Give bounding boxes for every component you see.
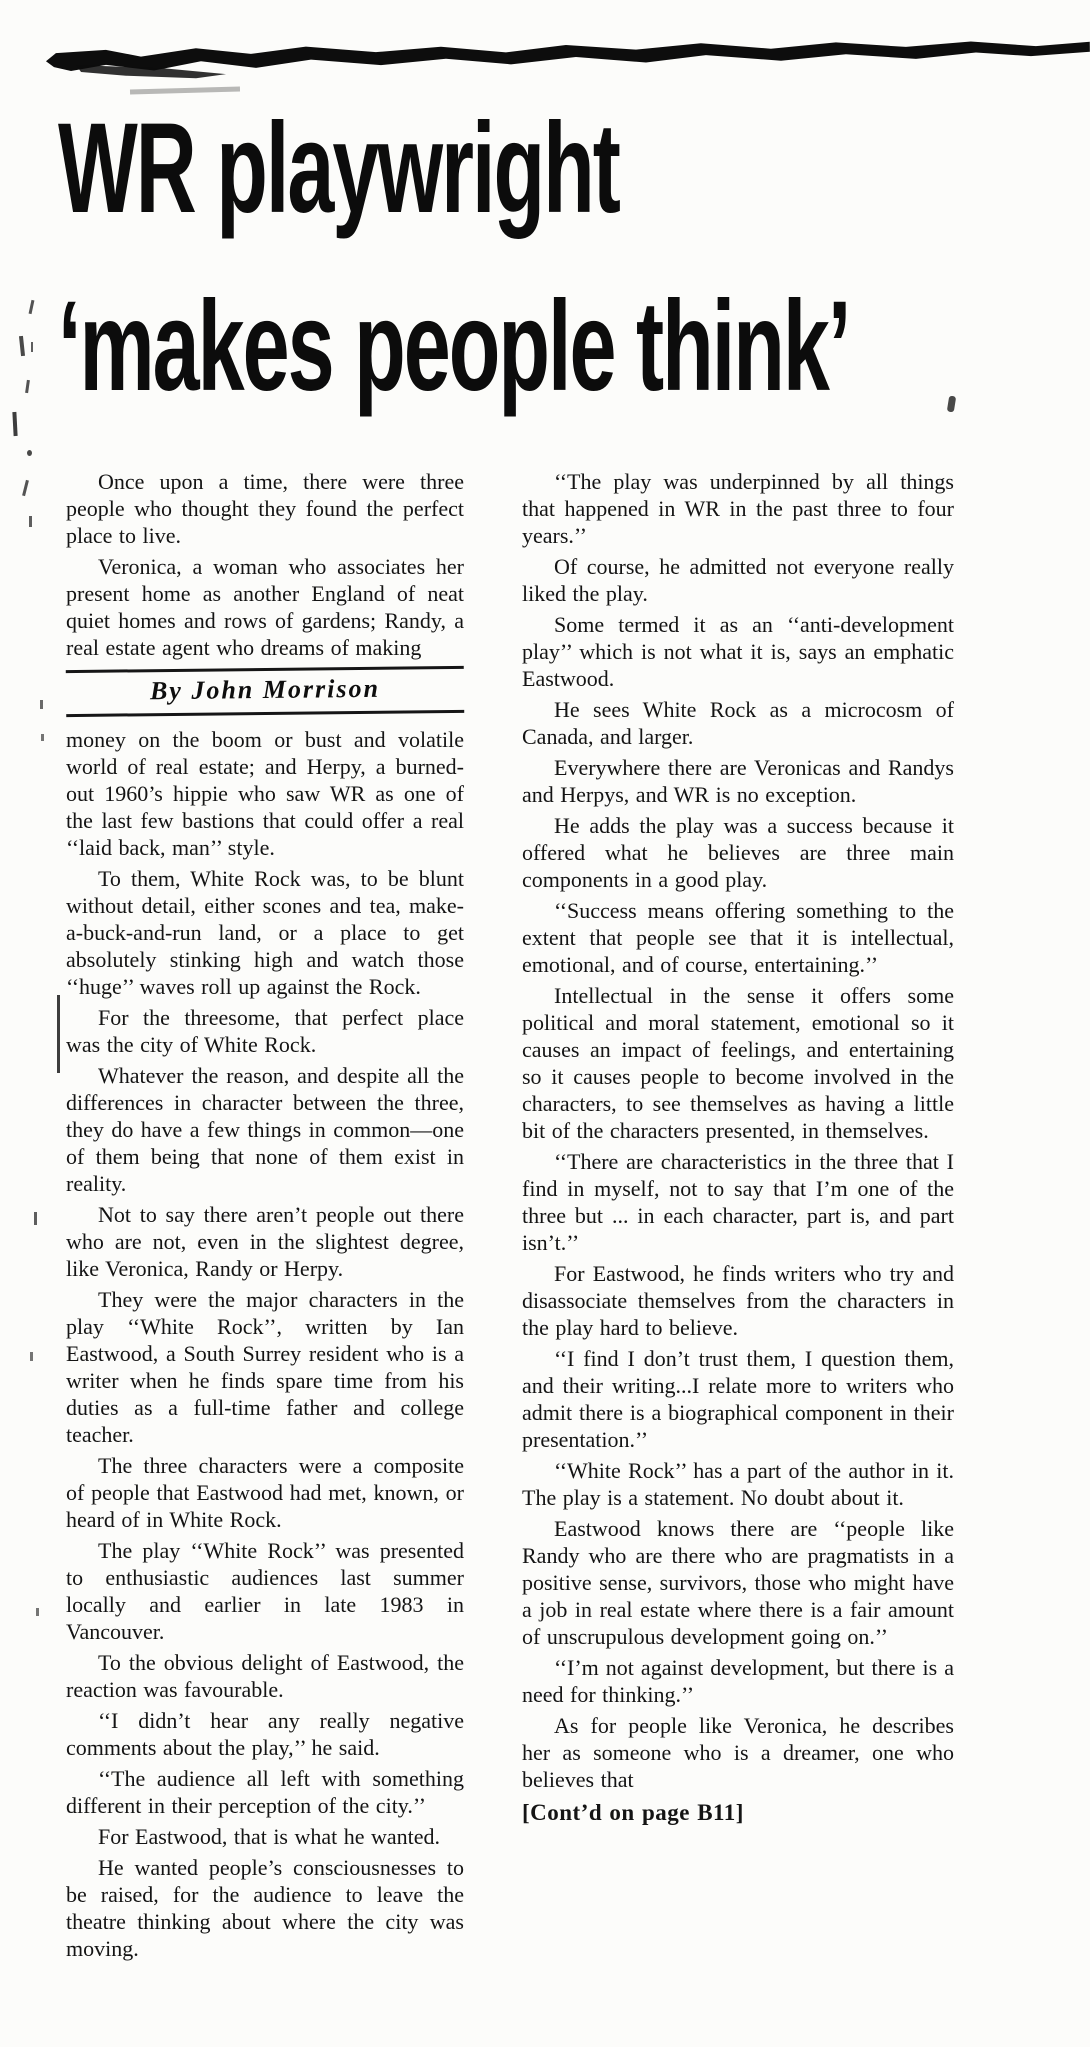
left-column [66,468,464,1966]
article-paragraph: They were the major characters in the play ‘‘White Rock’’, written by Ian Eastwood, a South Surrey resident who is a writer when he finds spare time from his duties as a full-time father and college teacher. [66,1287,464,1447]
article-paragraph: To them, White Rock was, to be blunt without detail, either scones and tea, make-a-buck-and-run land, or a place to get absolutely stinking high and watch those ‘‘huge’’ waves roll up against the Rock. [66,866,464,999]
article-paragraph: ‘‘The play was underpinned by all things that happened in WR in the past three to four years.’’ [522,469,954,548]
headline-line-2: ‘makes people think’ [58,275,850,418]
scan-artifact [57,995,60,1073]
article-paragraph: He wanted people’s consciousnesses to be raised, for the audience to leave the theatre thinking about where the city was moving. [66,1855,464,1961]
article-paragraph: He sees White Rock as a microcosm of Canada, and larger. [522,697,954,749]
article-paragraph: Intellectual in the sense it offers some political and moral statement, emotional so it causes an impact of feelings, and entertaining so it causes people to become involved in the characters, to see themselves as having a little bit of the characters presented, in themselves. [522,983,954,1143]
article-paragraph: ‘‘White Rock’’ has a part of the author in it. The play is a statement. No doubt about it. [522,1458,954,1510]
article-paragraph: For the threesome, that perfect place was the city of White Rock. [66,1005,464,1057]
scan-artifact [25,380,30,393]
article-paragraph: The three characters were a composite of people that Eastwood had met, known, or heard of in White Rock. [66,1453,464,1532]
article-paragraph: For Eastwood, he finds writers who try and disassociate themselves from the characters in the play hard to believe. [522,1261,954,1340]
scan-artifact [29,516,32,527]
scan-artifact [41,734,44,741]
scan-artifact [31,342,33,352]
article-paragraph: ‘‘I didn’t hear any really negative comments about the play,’’ he said. [66,1708,464,1760]
headline-line-1: WR playwright [58,97,619,240]
continuation-notice: [Cont’d on page B11] [522,1800,744,1825]
article-paragraph: Veronica, a woman who associates her present home as another England of neat quiet homes and rows of gardens; Randy, a real estate agent who dreams of making [66,554,464,660]
article-paragraph: ‘‘Success means offering something to the extent that people see that it is intellectual, emotional, and of course, entertaining.’’ [522,898,954,977]
scan-artifact [27,450,32,456]
scan-artifact [30,1352,33,1361]
scan-artifact [36,1608,39,1616]
article-paragraph: ‘‘I’m not against development, but there is a need for thinking.’’ [522,1655,954,1707]
article-paragraph: Everywhere there are Veronicas and Randys and Herpys, and WR is no exception. [522,755,954,807]
article-paragraph: Some termed it as an ‘‘anti-development play’’ which is not what it is, says an emphatic Eastwood. [522,612,954,691]
scan-artifact [12,412,17,436]
article-paragraph: To the obvious delight of Eastwood, the reaction was favourable. [66,1650,464,1702]
article-paragraph: Once upon a time, there were three people who thought they found the perfect place to live. [66,469,464,548]
article-paragraph: He adds the play was a success because it offered what he believes are three main components in a good play. [522,813,954,892]
right-column [522,468,954,1966]
scan-artifact [22,480,29,496]
article-paragraph: Whatever the reason, and despite all the differences in character between the three, they do have a few things in common—one of them being that none of them exist in reality. [66,1063,464,1196]
scan-artifact [34,1212,37,1225]
article-paragraph: Of course, he admitted not everyone really liked the play. [522,554,954,606]
article-body [66,468,954,1966]
article-paragraph: money on the boom or bust and volatile world of real estate; and Herpy, a burned-out 1960’s hippie who saw WR as one of the last few bastions that could offer a real ‘‘laid back, man’’ style. [66,727,464,860]
article-paragraph: For Eastwood, that is what he wanted. [98,1824,441,1849]
article-paragraph: ‘‘I find I don’t trust them, I question them, and their writing...I relate more to writers who admit there is a biographical component in their presentation.’’ [522,1346,954,1452]
article-paragraph: As for people like Veronica, he describes her as someone who is a dreamer, one who believes that [522,1713,954,1792]
scan-artifact [19,336,25,356]
scan-artifact [29,300,35,314]
byline: By John Morrison [149,673,381,706]
article-paragraph: The play ‘‘White Rock’’ was presented to enthusiastic audiences last summer locally and earlier in late 1983 in Vancouver. [66,1538,464,1644]
article-headline [58,80,1058,436]
scan-artifact [40,700,43,709]
article-paragraph: ‘‘The audience all left with something different in their perception of the city.’’ [66,1766,464,1818]
article-paragraph: Not to say there aren’t people out there who are not, even in the slightest degree, like Veronica, Randy or Herpy. [66,1202,464,1281]
article-paragraph: ‘‘There are characteristics in the three that I find in myself, not to say that I’m one of the three but ... in each character, part is, and part isn’t.’’ [522,1149,954,1255]
article-paragraph: Eastwood knows there are ‘‘people like Randy who are there who are pragmatists in a positive sense, survivors, those who might have a job in real estate where there is a fair amount of unscrupulous development going on.’’ [522,1516,954,1649]
byline-box [66,666,464,717]
